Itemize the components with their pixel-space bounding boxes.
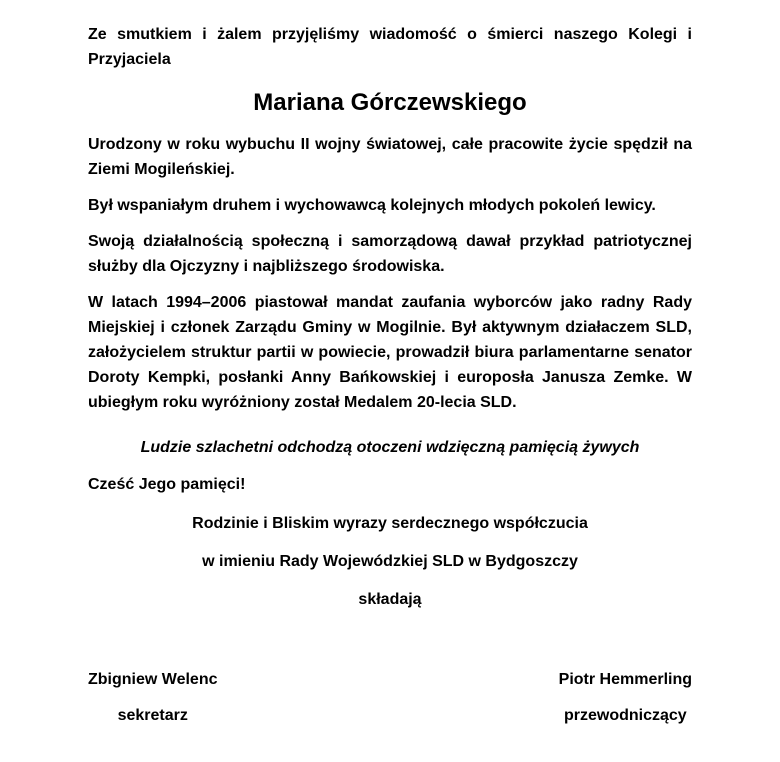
signature-left [88, 667, 218, 728]
body-paragraph-2: Był wspaniałym druhem i wychowawcą kolejnych młodych pokoleń lewicy. [88, 197, 656, 214]
signature-role-chairman: przewodniczący [563, 707, 687, 724]
body-paragraph-4: W latach 1994–2006 piastował mandat zaufania wyborców jako radny Rady Miejskiej i członek Zarządu Gminy w Mogilnie. Był aktywnym działaczem SLD, założycielem struktur partii w powiecie, prowadził biura parlamentarne senator Doroty Kempki, posłanki Anny Bańkowskiej i europosła Janusza Zemke. W ubiegłym roku wyróżniony został Medalem 20-lecia SLD. [88, 294, 692, 411]
signature-name-chairman: Piotr Hemmerling [558, 671, 692, 688]
intro-paragraph: Ze smutkiem i żalem przyjęliśmy wiadomość o śmierci naszego Kolegi i Przyjaciela [88, 26, 692, 68]
signature-block [88, 667, 692, 728]
farewell-line: Cześć Jego pamięci! [88, 476, 246, 493]
condolence-line-1: Rodzinie i Bliskim wyrazy serdecznego współczucia [192, 515, 588, 532]
signature-name-secretary: Zbigniew Welenc [88, 671, 218, 688]
condolence-line-2: w imieniu Rady Wojewódzkiej SLD w Bydgoszczy [202, 553, 578, 570]
condolence-line-3: składają [358, 591, 422, 608]
body-paragraph-3: Swoją działalnością społeczną i samorządową dawał przykład patriotycznej służby dla Ojczyzny i najbliższego środowiska. [88, 233, 692, 275]
signature-role-secretary: sekretarz [117, 707, 188, 724]
body-paragraph-1: Urodzony w roku wybuchu II wojny światowej, całe pracowite życie spędził na Ziemi Mogileńskiej. [88, 136, 692, 178]
signature-right [559, 667, 692, 728]
deceased-name-title: Mariana Górczewskiego [253, 89, 527, 116]
motto-line: Ludzie szlachetni odchodzą otoczeni wdzięczną pamięcią żywych [140, 439, 640, 456]
